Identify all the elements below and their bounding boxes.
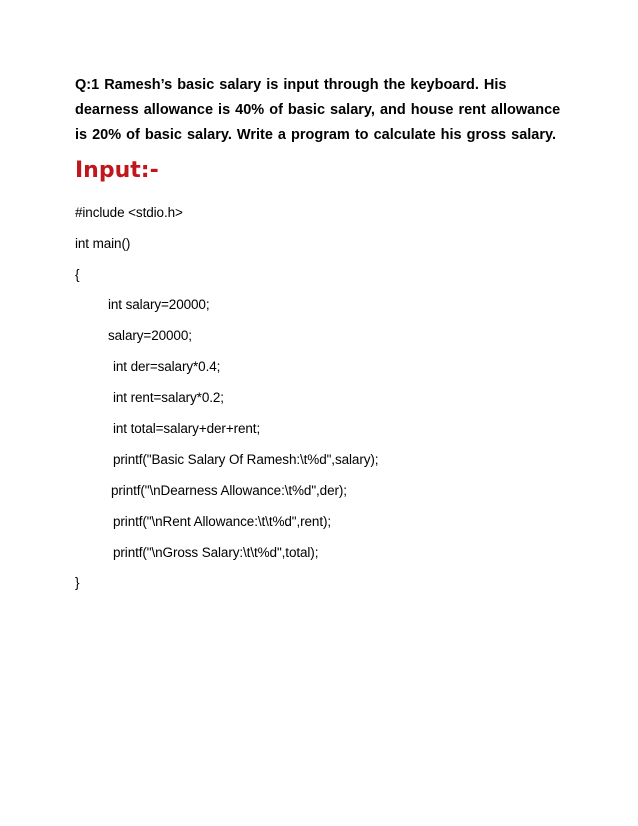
code-line-salary-declaration: int salary=20000; [108, 297, 210, 312]
question-text: Q:1 Ramesh’s basic salary is input through the keyboard. His dearness allowance is 40% of basic salary, and house rent allowance is 20% of basic salary. Write a program to calculate his gross salary. [75, 77, 561, 143]
code-line-print-rent: printf("\nRent Allowance:\t\t%d",rent); [113, 514, 332, 529]
code-line-print-dearness: printf("\nDearness Allowance:\t%d",der); [111, 483, 347, 498]
code-line-print-gross: printf("\nGross Salary:\t\t%d",total); [113, 545, 319, 560]
code-line-der: int der=salary*0.4; [113, 359, 221, 374]
code-line-close-brace: } [75, 575, 80, 590]
code-line-salary-assignment: salary=20000; [108, 328, 192, 343]
code-line-print-basic: printf("Basic Salary Of Ramesh:\t%d",salary); [113, 452, 379, 467]
code-line-open-brace: { [75, 267, 80, 282]
code-line-include: #include <stdio.h> [75, 205, 183, 220]
code-line-total: int total=salary+der+rent; [113, 421, 261, 436]
code-line-main: int main() [75, 236, 131, 251]
input-heading: Input:- [75, 158, 159, 183]
code-line-rent: int rent=salary*0.2; [113, 390, 224, 405]
